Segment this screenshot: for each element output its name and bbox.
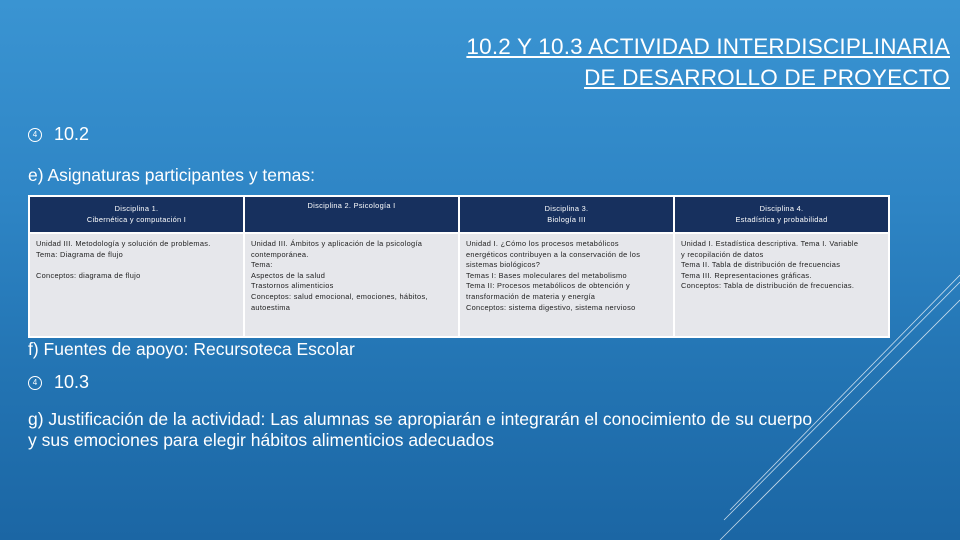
numbered-circle-icon: 4 <box>28 128 42 142</box>
slide-title-line-2: DE DESARROLLO DE PROYECTO <box>584 65 950 90</box>
section-g-text <box>28 409 812 451</box>
table-header-discipline-3: Disciplina 3. Biología III <box>459 196 674 233</box>
table-header-row <box>29 196 889 233</box>
table-header-discipline-1: Disciplina 1. Cibernética y computación I <box>29 196 244 233</box>
bullet-10-2 <box>28 124 89 145</box>
slide-title-line-1: 10.2 Y 10.3 ACTIVIDAD INTERDISCIPLINARIA <box>466 34 950 59</box>
section-g-line-1: g) Justificación de la actividad: Las alumnas se apropiarán e integrarán el conocimiento de su cuerpo <box>28 409 813 429</box>
slide-title <box>310 31 950 93</box>
section-e-heading: e) Asignaturas participantes y temas: <box>28 165 315 185</box>
subjects-table <box>28 195 890 338</box>
section-f-text: f) Fuentes de apoyo: Recursoteca Escolar <box>28 339 355 359</box>
table-row <box>29 233 889 337</box>
table-header-discipline-2: Disciplina 2. Psicología I <box>244 196 459 233</box>
bullet-10-2-label: 10.2 <box>54 124 90 144</box>
section-g-line-2: y sus emociones para elegir hábitos alimenticios adecuados <box>28 430 494 450</box>
bullet-10-3-label: 10.3 <box>54 372 90 392</box>
table-cell-discipline-4: Unidad I. Estadística descriptiva. Tema I. Variable y recopilación de datos Tema II. Tabla de distribución de frecuencias Tema III. Representaciones gráficas. Conceptos: Tabla de distribución de frecuencias. <box>674 233 889 337</box>
bullet-10-3 <box>28 372 89 393</box>
table-cell-discipline-2: Unidad III. Ámbitos y aplicación de la psicología contemporánea. Tema: Aspectos de la salud Trastornos alimenticios Conceptos: salud emocional, emociones, hábitos, autoestima <box>244 233 459 337</box>
table-cell-discipline-3: Unidad I. ¿Cómo los procesos metabólicos energéticos contribuyen a la conservación de los sistemas biológicos? Temas I: Bases moleculares del metabolismo Tema II: Procesos metabólicos de obtención y transformación de materia y energía Conceptos: sistema digestivo, sistema nervioso <box>459 233 674 337</box>
table-cell-discipline-1: Unidad III. Metodología y solución de problemas. Tema: Diagrama de flujo Conceptos: diagrama de flujo <box>29 233 244 337</box>
table-header-discipline-4: Disciplina 4. Estadística y probabilidad <box>674 196 889 233</box>
numbered-circle-icon: 4 <box>28 376 42 390</box>
